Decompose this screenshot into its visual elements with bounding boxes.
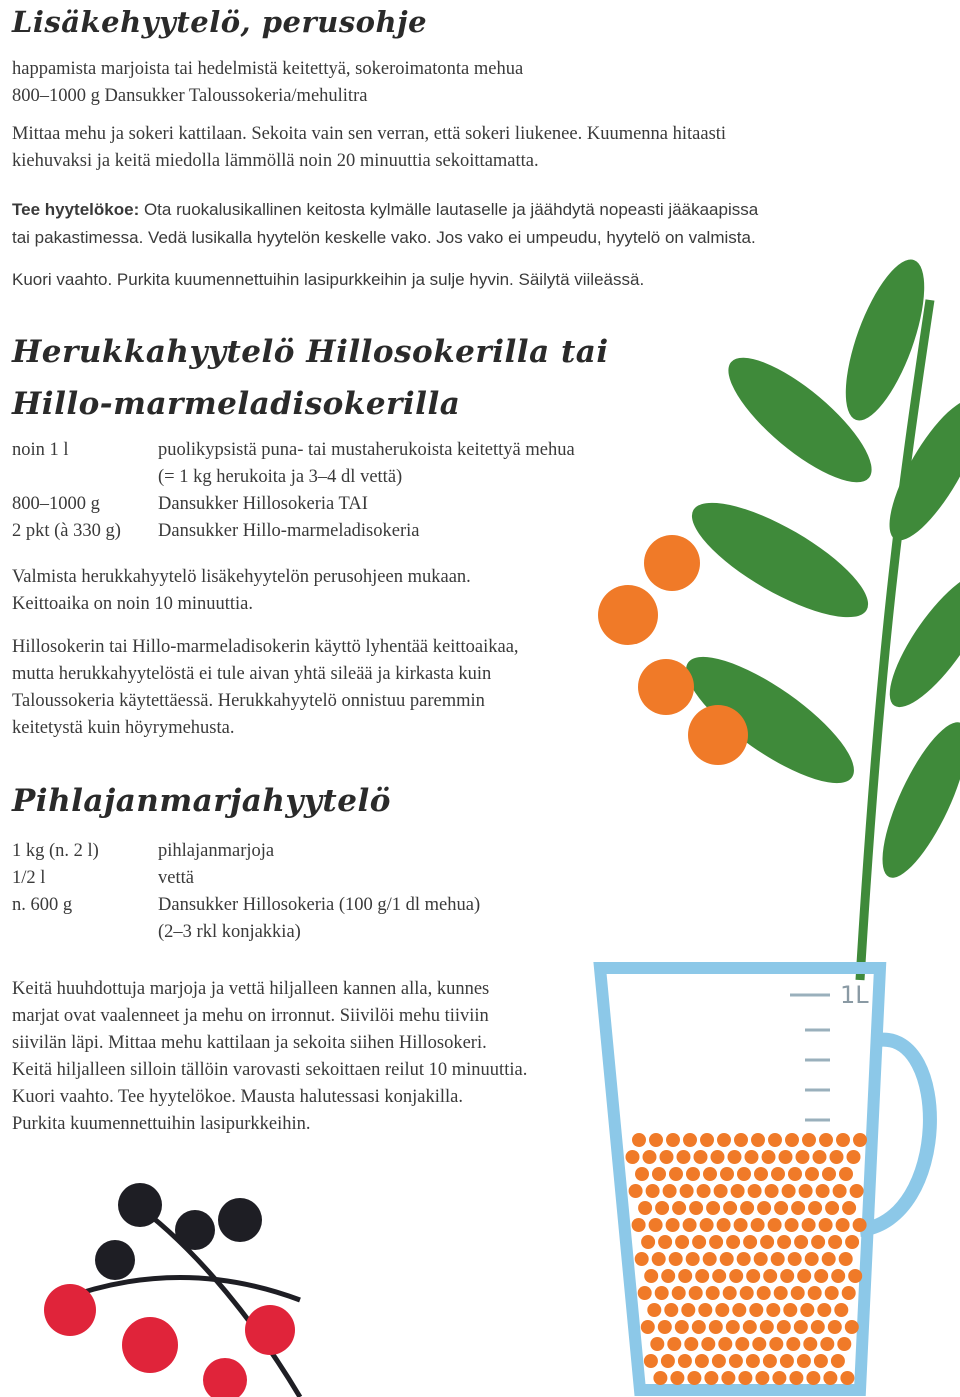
jug-berry: [686, 1252, 700, 1266]
jug-berry: [785, 1218, 799, 1232]
jug-berry: [711, 1150, 725, 1164]
jug-berry: [757, 1286, 771, 1300]
jug-berry: [822, 1167, 836, 1181]
ingredient-desc: Dansukker Hillosokeria (100 g/1 dl mehua): [158, 895, 481, 915]
ingredient-row: [12, 865, 480, 892]
jug-berry: [768, 1218, 782, 1232]
jug-berry: [737, 1252, 751, 1266]
jug-berry: [839, 1252, 853, 1266]
jug-berry: [718, 1337, 732, 1351]
ingredient-amount: 1 kg (n. 2 l): [12, 841, 99, 861]
jug-berry: [797, 1269, 811, 1283]
jug-berry: [672, 1286, 686, 1300]
jug-berry: [698, 1303, 712, 1317]
jug-berry: [735, 1337, 749, 1351]
jug-berry: [717, 1133, 731, 1147]
jug-berry: [811, 1235, 825, 1249]
jug-berry: [813, 1150, 827, 1164]
ingredient-desc: Dansukker Hillosokeria TAI: [158, 494, 368, 514]
jug-berry: [788, 1167, 802, 1181]
ingredient-desc: puolikypsistä puna- tai mustaherukoista keitettyä mehua: [158, 440, 575, 460]
jug-berry: [672, 1201, 686, 1215]
jug-berry: [635, 1167, 649, 1181]
jug-berry: [675, 1320, 689, 1334]
section3-step-line-3: siivilän läpi. Mittaa mehu kattilaan ja sekoita siihen Hillosokeri.: [12, 1033, 487, 1053]
jug-berry: [723, 1286, 737, 1300]
ingredient-row: [12, 437, 575, 464]
jug-berry: [700, 1218, 714, 1232]
jug-berry: [802, 1218, 816, 1232]
jug-berry: [740, 1201, 754, 1215]
jug-berry: [800, 1303, 814, 1317]
jug-berry: [626, 1150, 640, 1164]
jug-berry: [782, 1184, 796, 1198]
jug-berry: [755, 1371, 769, 1385]
jug-berry: [791, 1286, 805, 1300]
jug-berry: [692, 1320, 706, 1334]
jug-berries: [626, 1133, 868, 1385]
jug-berry: [777, 1320, 791, 1334]
rowan-leaf-illustration: [670, 251, 960, 980]
jug-berry: [661, 1269, 675, 1283]
jug-berry: [817, 1303, 831, 1317]
jug-berry: [701, 1337, 715, 1351]
ingredient-row: [12, 464, 575, 491]
jug-berry: [689, 1286, 703, 1300]
jug-berry: [695, 1354, 709, 1368]
jug-berry: [695, 1269, 709, 1283]
jug-berry: [763, 1354, 777, 1368]
jug-berry: [715, 1303, 729, 1317]
jug-berry: [751, 1133, 765, 1147]
jug-berry: [765, 1184, 779, 1198]
jug-berry: [669, 1252, 683, 1266]
jug-berry: [805, 1167, 819, 1181]
section2-para2-line-3: Taloussokeria käytettäessä. Herukkahyytelö onnistuu paremmin: [12, 691, 485, 711]
jug-berry: [774, 1286, 788, 1300]
jug-berry: [806, 1371, 820, 1385]
jug-berry: [785, 1133, 799, 1147]
section3-step-line-2: marjat ovat vaalenneet ja mehu on irronnut. Siivilöi mehu tiiviin: [12, 1006, 489, 1026]
jug-berry: [712, 1269, 726, 1283]
jug-berry: [808, 1286, 822, 1300]
jug-berry: [819, 1218, 833, 1232]
jug-berry: [689, 1201, 703, 1215]
section1-final-line: Kuori vaahto. Purkita kuumennettuihin lasipurkkeihin ja sulje hyvin. Säilytä viileässä.: [12, 270, 645, 289]
berry-branch-illustration: [44, 1183, 300, 1397]
jug-berry: [692, 1235, 706, 1249]
jug-berry: [706, 1201, 720, 1215]
jug-berry: [799, 1184, 813, 1198]
jug-berry: [697, 1184, 711, 1198]
jug-berry: [803, 1337, 817, 1351]
jug-berry: [766, 1303, 780, 1317]
jug-berry: [845, 1320, 859, 1334]
jug-berry: [828, 1320, 842, 1334]
jug-berry: [774, 1201, 788, 1215]
ingredient-desc: Dansukker Hillo-marmeladisokeria: [158, 521, 420, 541]
jug-berry: [638, 1201, 652, 1215]
jug-berry: [720, 1167, 734, 1181]
ingredient-amount: [12, 919, 158, 946]
jug-berry: [796, 1150, 810, 1164]
jug-berry: [794, 1320, 808, 1334]
jug-berry: [734, 1218, 748, 1232]
jelly-test-text-1: Ota ruokalusikallinen keitosta kylmälle lautaselle ja jäähdytä nopeasti jääkaapissa: [139, 200, 759, 219]
ingredient-amount: noin 1 l: [12, 440, 69, 460]
jug-berry: [760, 1235, 774, 1249]
section2-title-line-2: Hillo-marmeladisokerilla: [12, 386, 461, 422]
jug-berry: [660, 1150, 674, 1164]
section3-step-line-6: Purkita kuumennettuihin lasipurkkeihin.: [12, 1114, 311, 1134]
section1-title: Lisäkehyytelö, perusohje: [12, 5, 428, 39]
jug-berry: [820, 1337, 834, 1351]
ingredient-row: [12, 491, 575, 518]
section2-para2-line-4: keitetystä kuin höyrymehusta.: [12, 718, 235, 738]
jug-berry: [666, 1218, 680, 1232]
jug-berry: [732, 1303, 746, 1317]
jug-berry: [834, 1303, 848, 1317]
jug-berry: [649, 1133, 663, 1147]
jug-berry: [836, 1133, 850, 1147]
jug-berry: [700, 1133, 714, 1147]
jug-berry: [678, 1269, 692, 1283]
jug-berry: [822, 1252, 836, 1266]
jug-mark-label: 1L: [840, 981, 869, 1009]
jug-berry: [723, 1201, 737, 1215]
jug-berry: [825, 1286, 839, 1300]
jug-berry: [737, 1167, 751, 1181]
jug-berry: [760, 1320, 774, 1334]
jug-berry: [678, 1354, 692, 1368]
jug-berry: [658, 1235, 672, 1249]
jug-berry: [746, 1354, 760, 1368]
jug-berry: [748, 1184, 762, 1198]
jug-berry: [779, 1150, 793, 1164]
jug-berry: [629, 1184, 643, 1198]
ingredient-amount: 1/2 l: [12, 868, 46, 888]
ingredient-amount: n. 600 g: [12, 895, 73, 915]
jug-berry: [769, 1337, 783, 1351]
orange-berries-illustration: [598, 535, 748, 765]
jug-berry: [853, 1133, 867, 1147]
jug-berry: [655, 1201, 669, 1215]
jug-berry: [652, 1167, 666, 1181]
jug-berry: [837, 1337, 851, 1351]
jug-berry: [675, 1235, 689, 1249]
jug-berry: [825, 1201, 839, 1215]
jug-berry: [670, 1371, 684, 1385]
jug-berry: [712, 1354, 726, 1368]
jug-berry: [805, 1252, 819, 1266]
section2-para2-line-2: mutta herukkahyytelöstä ei tule aivan yhtä sileää ja kirkasta kuin: [12, 664, 492, 684]
jug-berry: [762, 1150, 776, 1164]
ingredient-desc: (= 1 kg herukoita ja 3–4 dl vettä): [158, 467, 403, 487]
jug-berry: [687, 1371, 701, 1385]
jug-berry: [848, 1269, 862, 1283]
ingredient-amount: 800–1000 g: [12, 494, 100, 514]
jug-berry: [729, 1354, 743, 1368]
jug-berry: [683, 1133, 697, 1147]
section3-step-line-5: Kuori vaahto. Tee hyytelökoe. Mausta halutessasi konjakilla.: [12, 1087, 463, 1107]
jug-berry: [828, 1235, 842, 1249]
jug-berry: [745, 1150, 759, 1164]
jug-berry: [653, 1371, 667, 1385]
jug-berry: [830, 1150, 844, 1164]
ingredient-amount: 2 pkt (à 330 g): [12, 521, 121, 541]
jug-berry: [783, 1303, 797, 1317]
jug-berry: [655, 1286, 669, 1300]
jelly-test-lead: Tee hyytelökoe:: [12, 200, 140, 219]
section1-step-line-2: kiehuvaksi ja keitä miedolla lämmöllä noin 20 minuuttia sekoittamatta.: [12, 151, 539, 171]
jug-berry: [743, 1235, 757, 1249]
jug-berry: [814, 1269, 828, 1283]
jug-berry: [717, 1218, 731, 1232]
jug-berry: [728, 1150, 742, 1164]
jug-berry: [680, 1184, 694, 1198]
section3-step-line-4: Keitä hiljalleen silloin tällöin varovasti sekoittaen reilut 10 minuuttia.: [12, 1060, 528, 1080]
jug-berry: [632, 1218, 646, 1232]
jug-berry: [641, 1235, 655, 1249]
ingredient-row: [12, 838, 480, 865]
section1-intro-line-1: happamista marjoista tai hedelmistä keitettyä, sokeroimatonta mehua: [12, 59, 524, 79]
jug-berry: [661, 1354, 675, 1368]
jug-berry: [788, 1252, 802, 1266]
jelly-test-line-1: [12, 196, 758, 223]
jug-berry: [720, 1252, 734, 1266]
jug-berry: [726, 1235, 740, 1249]
jug-berry: [694, 1150, 708, 1164]
jug-berry: [757, 1201, 771, 1215]
jug-berry: [780, 1269, 794, 1283]
jug-berry: [836, 1218, 850, 1232]
ingredient-desc: (2–3 rkl konjakkia): [158, 922, 301, 942]
jug-berry: [644, 1269, 658, 1283]
jug-berry: [704, 1371, 718, 1385]
jug-berry: [663, 1184, 677, 1198]
jug-berry: [677, 1150, 691, 1164]
jug-berry: [853, 1218, 867, 1232]
jug-berry: [768, 1133, 782, 1147]
jug-berry: [703, 1167, 717, 1181]
jug-berry: [652, 1252, 666, 1266]
jug-berry: [839, 1167, 853, 1181]
jug-berry: [816, 1184, 830, 1198]
jug-berry: [641, 1320, 655, 1334]
jug-berry: [667, 1337, 681, 1351]
jug-berry: [831, 1269, 845, 1283]
jug-berry: [845, 1235, 859, 1249]
jug-berry: [706, 1286, 720, 1300]
ingredient-desc: vettä: [158, 868, 194, 888]
jug-berry: [819, 1133, 833, 1147]
jug-berry: [847, 1150, 861, 1164]
jug-berry: [714, 1184, 728, 1198]
jug-berry: [721, 1371, 735, 1385]
jug-berry: [664, 1303, 678, 1317]
measuring-jug-illustration: [600, 968, 930, 1390]
section1-intro-line-2: 800–1000 g Dansukker Taloussokeria/mehulitra: [12, 86, 368, 106]
ingredient-row: [12, 919, 480, 946]
jug-berry: [666, 1133, 680, 1147]
jug-berry: [754, 1252, 768, 1266]
jug-berry: [740, 1286, 754, 1300]
jug-berry: [771, 1167, 785, 1181]
jug-berry: [791, 1201, 805, 1215]
jug-berry: [729, 1269, 743, 1283]
section2-para1-line-1: Valmista herukkahyytelö lisäkehyytelön perusohjeen mukaan.: [12, 567, 471, 587]
jug-berry: [643, 1150, 657, 1164]
jug-berry: [794, 1235, 808, 1249]
section1-step-line-1: Mittaa mehu ja sokeri kattilaan. Sekoita vain sen verran, että sokeri liukenee. Kuumenna hitaasti: [12, 124, 727, 144]
jelly-test-line-2: tai pakastimessa. Vedä lusikalla hyytelön keskelle vako. Jos vako ei umpeudu, hyytelö on valmista.: [12, 228, 756, 247]
jug-berry: [646, 1184, 660, 1198]
jug-berry: [771, 1252, 785, 1266]
jug-berry: [743, 1320, 757, 1334]
jug-berry: [802, 1133, 816, 1147]
section3-ingredients-table: [12, 838, 480, 946]
jug-berry: [831, 1354, 845, 1368]
jug-berry: [647, 1303, 661, 1317]
jug-berry: [752, 1337, 766, 1351]
section2-title-line-1: Herukkahyytelö Hillosokerilla tai: [12, 334, 609, 370]
section3-title: Pihlajanmarjahyytelö: [12, 783, 391, 819]
jug-berry: [823, 1371, 837, 1385]
jug-berry: [638, 1286, 652, 1300]
ingredient-row: [12, 892, 480, 919]
jug-berry: [726, 1320, 740, 1334]
jug-berry: [811, 1320, 825, 1334]
jug-berry: [749, 1303, 763, 1317]
jug-berry: [814, 1354, 828, 1368]
jug-berry: [734, 1133, 748, 1147]
jug-berry: [850, 1184, 864, 1198]
jug-berry: [808, 1201, 822, 1215]
jug-berry: [763, 1269, 777, 1283]
jug-berry: [635, 1252, 649, 1266]
section2-ingredients-table: [12, 437, 575, 545]
jug-berry: [703, 1252, 717, 1266]
ingredient-row: [12, 518, 575, 545]
jug-berry: [686, 1167, 700, 1181]
section2-para1-line-2: Keittoaika on noin 10 minuuttia.: [12, 594, 253, 614]
ingredient-desc: pihlajanmarjoja: [158, 841, 275, 861]
jug-berry: [842, 1201, 856, 1215]
jug-berry: [797, 1354, 811, 1368]
section3-step-line-1: Keitä huuhdottuja marjoja ja vettä hiljalleen kannen alla, kunnes: [12, 979, 490, 999]
jug-berry: [669, 1167, 683, 1181]
jug-berry: [786, 1337, 800, 1351]
section2-para2-line-1: Hillosokerin tai Hillo-marmeladisokerin käyttö lyhentää keittoaikaa,: [12, 637, 519, 657]
jug-berry: [683, 1218, 697, 1232]
jug-berry: [731, 1184, 745, 1198]
jug-berry: [777, 1235, 791, 1249]
ingredient-amount: [12, 464, 158, 491]
jug-berry: [746, 1269, 760, 1283]
jug-berry: [649, 1218, 663, 1232]
jug-berry: [684, 1337, 698, 1351]
jug-berry: [840, 1371, 854, 1385]
jug-berry: [681, 1303, 695, 1317]
jug-berry: [754, 1167, 768, 1181]
jug-berry: [738, 1371, 752, 1385]
jug-berry: [650, 1337, 664, 1351]
jug-berry: [632, 1133, 646, 1147]
jug-berry: [709, 1235, 723, 1249]
jug-berry: [789, 1371, 803, 1385]
jug-berry: [644, 1354, 658, 1368]
jug-berry: [709, 1320, 723, 1334]
jug-berry: [751, 1218, 765, 1232]
jug-berry: [842, 1286, 856, 1300]
jug-berry: [658, 1320, 672, 1334]
jug-berry: [772, 1371, 786, 1385]
jug-berry: [833, 1184, 847, 1198]
jug-berry: [780, 1354, 794, 1368]
